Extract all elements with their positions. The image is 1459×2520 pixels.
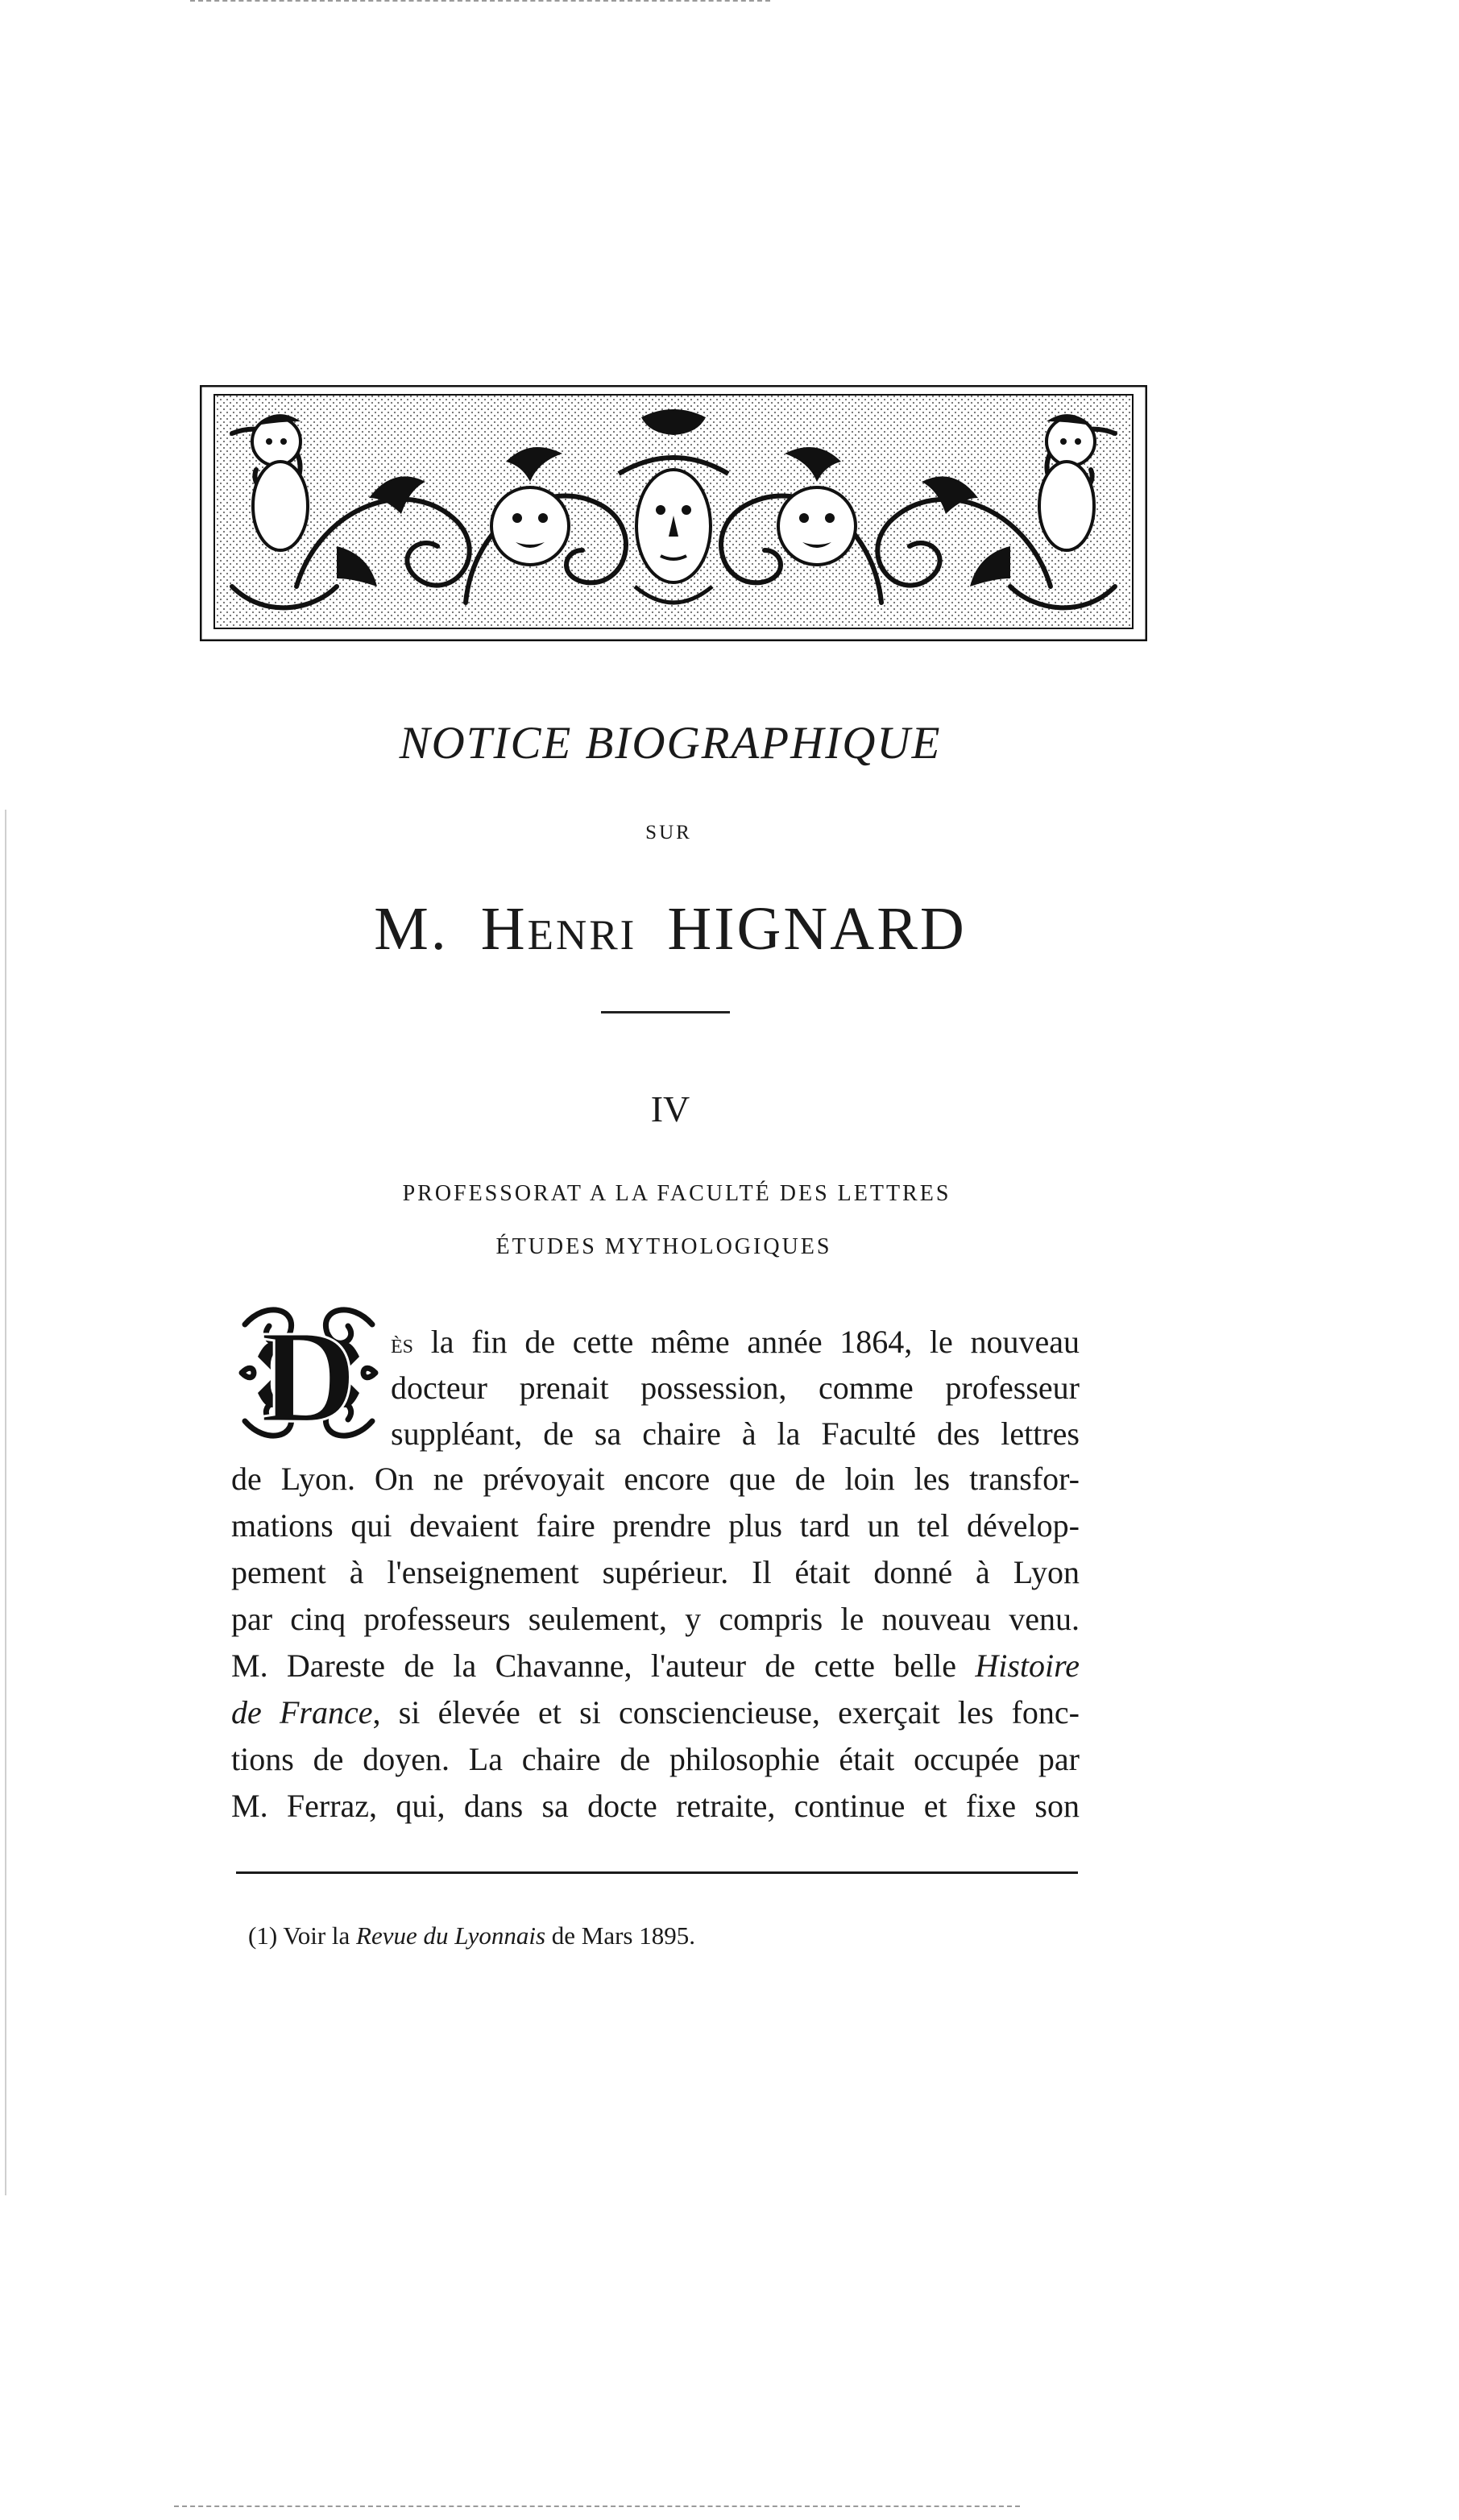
page-title: NOTICE BIOGRAPHIQUE	[399, 718, 942, 769]
name-first: Henri	[480, 895, 637, 963]
scan-top-artifact	[190, 0, 770, 3]
subject-name	[0, 894, 1341, 964]
section-number: IV	[650, 1088, 690, 1129]
headpiece-ornament	[200, 385, 1147, 641]
title-divider	[601, 1011, 730, 1013]
scan-edge-line	[5, 810, 6, 2195]
footnote-rule	[236, 1871, 1078, 1874]
name-last: HIGNARD	[667, 895, 967, 963]
footnote-citation: Revue du Lyonnais	[356, 1921, 546, 1950]
scan-bottom-artifact	[174, 2505, 1020, 2509]
dropcap-ornament	[234, 1292, 383, 1445]
body-line-3: suppléant, de sa chaire à la Faculté des lettres	[391, 1415, 1080, 1452]
body-line-11: M. Ferraz, qui, dans sa docte retraite, continue et fixe son	[231, 1788, 1080, 1824]
section-subtitle-2: ÉTUDES MYTHOLOGIQUES	[495, 1234, 832, 1259]
body-line-7: par cinq professeurs seulement, y compris le nouveau venu.	[231, 1601, 1080, 1637]
body-line-4: de Lyon. On ne prévoyait encore que de loin les transfor-	[231, 1461, 1080, 1497]
body-line-9: de France, si élevée et si consciencieuse, exerçait les fonc-	[231, 1694, 1080, 1730]
name-prefix: M.	[374, 895, 449, 963]
body-line-6: pement à l'enseignement supérieur. Il était donné à Lyon	[231, 1554, 1080, 1590]
body-line-1: ès la fin de cette même année 1864, le nouveau	[391, 1324, 1080, 1360]
body-line-2: docteur prenait possession, comme professeur	[391, 1370, 1080, 1406]
body-line-8: M. Dareste de la Chavanne, l'auteur de cette belle Histoire	[231, 1648, 1080, 1684]
footnote: (1) Voir la Revue du Lyonnais de Mars 1895.	[248, 1921, 695, 1950]
footnote-marker: (1)	[248, 1921, 278, 1950]
body-line-10: tions de doyen. La chaire de philosophie était occupée par	[231, 1741, 1080, 1777]
body-line-5: mations qui devaient faire prendre plus tard un tel dévelop-	[231, 1507, 1080, 1544]
section-subtitle: PROFESSORAT A LA FACULTÉ DES LETTRES	[402, 1181, 951, 1206]
title-connector: SUR	[645, 822, 692, 843]
dropcap-letter: D	[260, 1303, 357, 1445]
